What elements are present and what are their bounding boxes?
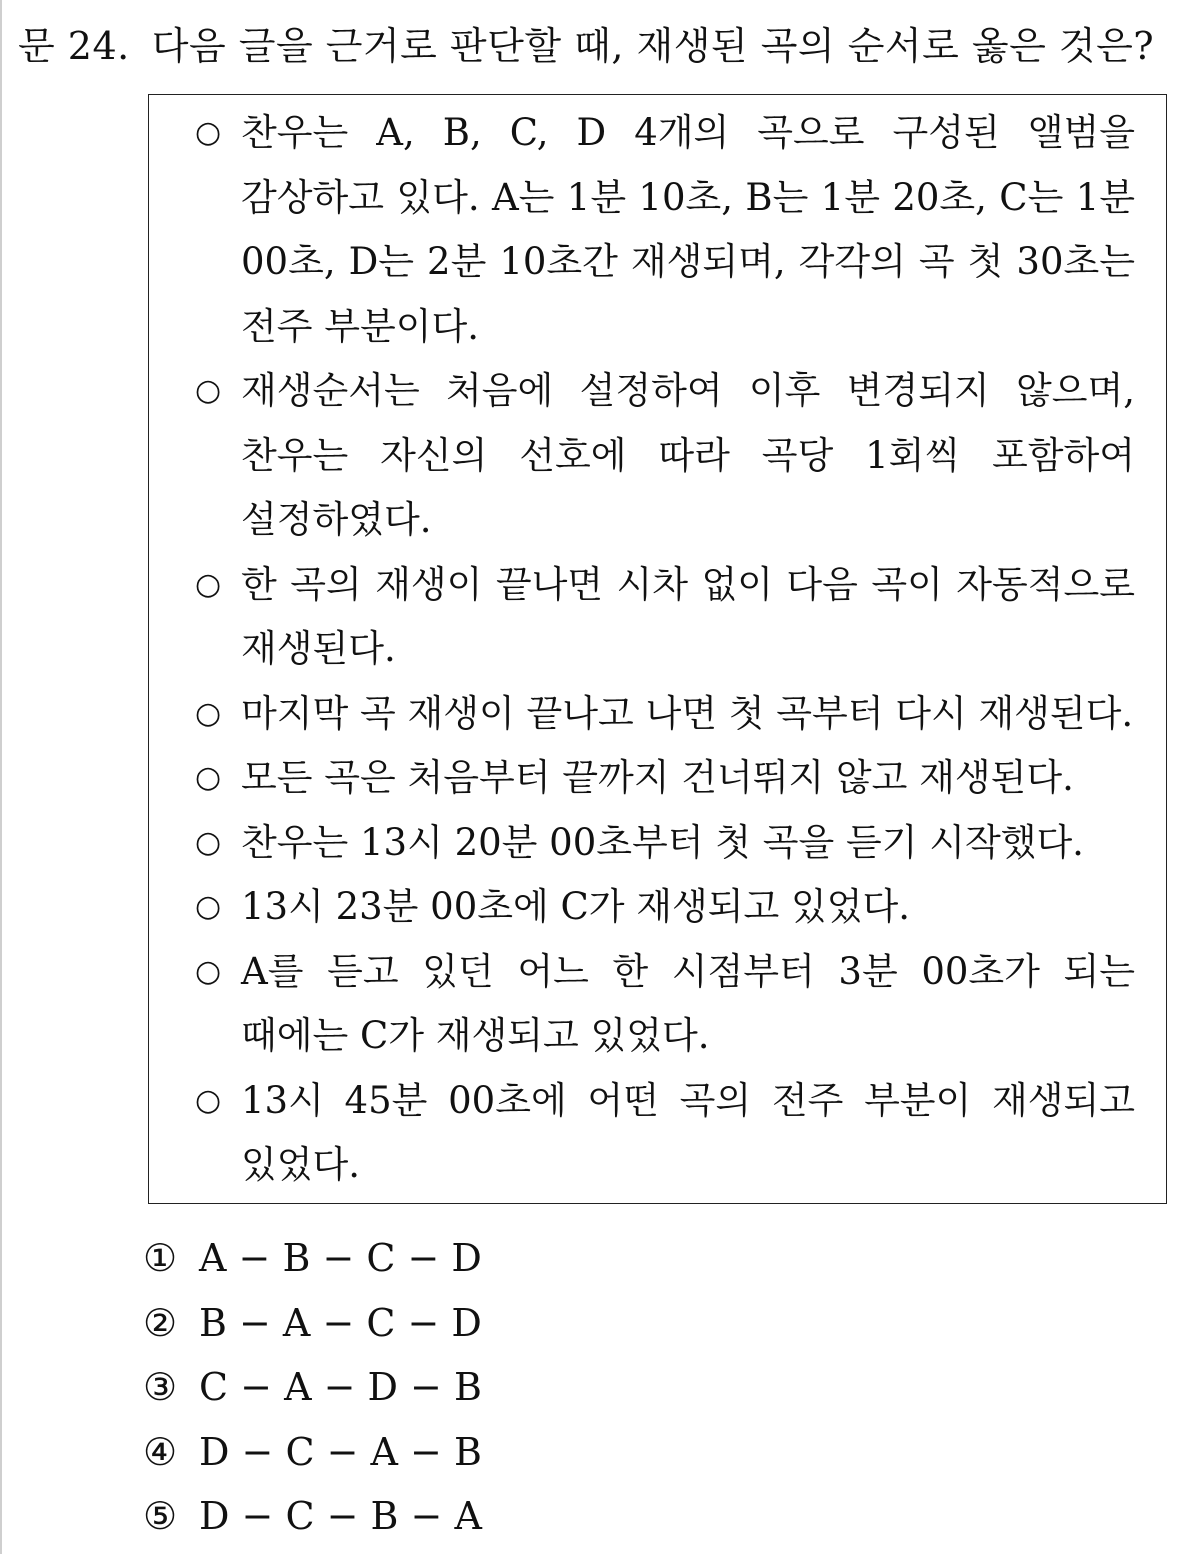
choice-text: B − A − C − D <box>199 1300 482 1345</box>
choice-3[interactable] <box>143 1355 482 1420</box>
circle-bullet-icon: ○ <box>195 566 222 602</box>
choice-number: ① <box>143 1236 178 1280</box>
choice-number: ④ <box>143 1429 178 1474</box>
condition-item-8 <box>195 940 1135 1069</box>
choice-1[interactable] <box>143 1226 482 1291</box>
circle-bullet-icon: ○ <box>195 824 222 860</box>
circle-bullet-icon: ○ <box>195 373 222 408</box>
page-left-border <box>0 0 2 1554</box>
choice-number: ② <box>143 1300 178 1345</box>
choice-number: ⑤ <box>143 1494 178 1538</box>
condition-item-6 <box>195 811 1135 876</box>
condition-text: 모든 곡은 처음부터 끝까지 건너뛰지 않고 재생된다. <box>241 756 1074 799</box>
question-stem <box>18 18 1188 74</box>
condition-item-5 <box>195 746 1135 811</box>
condition-item-9 <box>195 1069 1135 1198</box>
conditions-box <box>148 94 1167 1204</box>
condition-text: 13시 45분 00초에 어떤 곡의 전주 부분이 재생되고 있었다. <box>241 1078 1135 1186</box>
condition-text: 한 곡의 재생이 끝나면 시차 없이 다음 곡이 자동적으로 재생된다. <box>241 562 1135 670</box>
condition-item-2 <box>195 359 1135 553</box>
condition-text: A를 듣고 있던 어느 한 시점부터 3분 00초가 되는 때에는 C가 재생되고 있었다. <box>241 949 1135 1057</box>
answer-choices <box>143 1226 482 1549</box>
conditions-list <box>195 101 1135 1198</box>
condition-text: 13시 23분 00초에 C가 재생되고 있었다. <box>241 885 911 928</box>
condition-item-3 <box>195 553 1135 682</box>
choice-2[interactable] <box>143 1291 482 1356</box>
circle-bullet-icon: ○ <box>195 953 222 989</box>
condition-text: 마지막 곡 재생이 끝나고 나면 첫 곡부터 다시 재생된다. <box>241 691 1134 735</box>
choice-text: D − C − A − B <box>199 1429 482 1474</box>
circle-bullet-icon: ○ <box>195 1082 222 1118</box>
question-number: 문 24. <box>18 24 130 68</box>
choice-text: C − A − D − B <box>199 1365 482 1409</box>
condition-item-4 <box>195 682 1135 747</box>
choice-number: ③ <box>143 1365 178 1409</box>
choice-text: A − B − C − D <box>199 1236 482 1280</box>
circle-bullet-icon: ○ <box>195 889 222 924</box>
condition-text: 찬우는 13시 20분 00초부터 첫 곡을 듣기 시작했다. <box>241 820 1084 864</box>
condition-text: 재생순서는 처음에 설정하여 이후 변경되지 않으며, 찬우는 자신의 선호에 따라 곡당 1회씩 포함하여 설정하였다. <box>241 369 1135 541</box>
circle-bullet-icon: ○ <box>195 115 222 150</box>
question-text: 다음 글을 근거로 판단할 때, 재생된 곡의 순서로 옳은 것은? <box>151 24 1155 68</box>
condition-item-7 <box>195 875 1135 940</box>
choice-4[interactable] <box>143 1420 482 1485</box>
circle-bullet-icon: ○ <box>195 760 222 795</box>
choice-text: D − C − B − A <box>199 1494 482 1538</box>
circle-bullet-icon: ○ <box>195 695 222 731</box>
condition-item-1 <box>195 101 1135 359</box>
condition-text: 찬우는 A, B, C, D 4개의 곡으로 구성된 앨범을 감상하고 있다. A는 1분 10초, B는 1분 20초, C는 1분 00초, D는 2분 10초간 재생되며, 각각의 곡 첫 30초는 전주 부분이다. <box>241 111 1135 348</box>
choice-5[interactable] <box>143 1484 482 1549</box>
